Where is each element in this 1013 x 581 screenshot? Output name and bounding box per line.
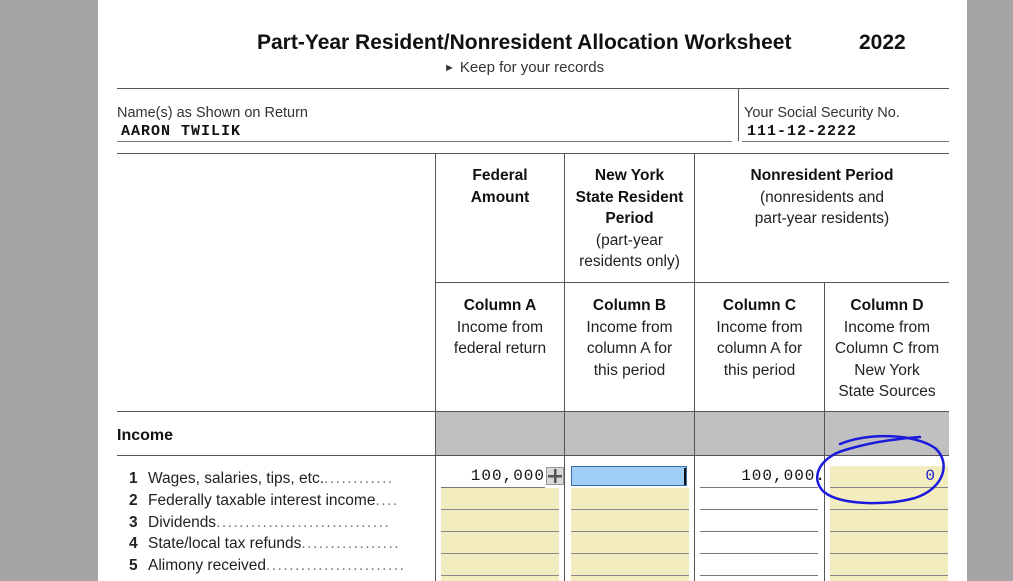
line-item-3: 3 Dividends.............................. <box>129 514 391 531</box>
column-a-header: Column A Income from federal return <box>453 297 547 357</box>
line1-col-a-value: 100,000 <box>470 467 545 485</box>
federal-amount-header: Federal Amount <box>470 167 530 206</box>
line-item-5: 5 Alimony received........................ <box>129 557 406 574</box>
ssn-value[interactable]: 111-12-2222 <box>747 123 858 140</box>
arrow-right-icon: ► <box>444 62 455 74</box>
section-label-income: Income <box>117 427 174 444</box>
line1-col-d-value: 0 <box>925 467 936 485</box>
keep-note: ► Keep for your records <box>444 59 605 76</box>
nonresident-header: Nonresident Period (nonresidents and part-year residents) <box>750 167 894 227</box>
column-b-header: Column B Income from column A for this period <box>586 297 673 379</box>
line-item-2: 2 Federally taxable interest income.... <box>129 492 399 509</box>
taxpayer-name[interactable]: AARON TWILIK <box>121 123 242 140</box>
column-c-header: Column C Income from column A for this period <box>716 297 803 379</box>
name-label: Name(s) as Shown on Return <box>117 105 308 121</box>
ssn-label: Your Social Security No. <box>744 105 900 121</box>
tax-year: 2022 <box>859 31 906 54</box>
column-d-header: Column D Income from Column C from New York State Sources <box>834 297 940 400</box>
line1-col-c-value: 100,000. <box>741 467 826 485</box>
form-title: Part-Year Resident/Nonresident Allocation Worksheet <box>257 31 792 54</box>
ny-resident-header: New York State Resident Period (part-year residents only) <box>575 167 684 270</box>
line-item-4: 4 State/local tax refunds................. <box>129 535 401 552</box>
line-item-1: 1 Wages, salaries, tips, etc............. <box>129 470 394 487</box>
